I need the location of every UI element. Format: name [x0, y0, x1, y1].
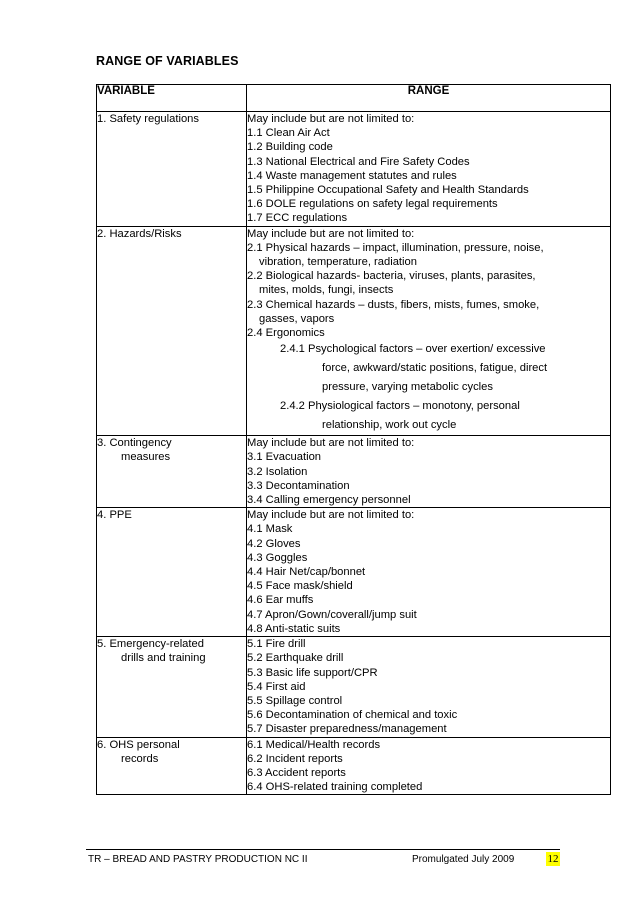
range-line: 4.2 Gloves [247, 537, 301, 550]
variable-label: 1. Safety regulations [97, 113, 199, 125]
range-line: 5.1 Fire drill [247, 638, 306, 651]
variable-label-cont: drills and training [121, 652, 206, 665]
table-row [97, 508, 611, 637]
range-line: May include but are not limited to: [247, 509, 415, 522]
range-line: 3.1 Evacuation [247, 451, 322, 464]
range-cell [247, 508, 611, 637]
table-row [97, 112, 611, 227]
table-header-row [97, 85, 611, 112]
range-line: mites, molds, fungi, insects [259, 284, 394, 297]
range-line: 1.1 Clean Air Act [247, 127, 330, 140]
range-line: 2.3 Chemical hazards – dusts, fibers, mists, fumes, smoke, [247, 298, 540, 311]
range-subline: pressure, varying metabolic cycles [322, 381, 493, 394]
range-line: 5.2 Earthquake drill [247, 652, 344, 665]
range-line: 2.2 Biological hazards- bacteria, viruses, plants, parasites, [247, 270, 536, 283]
range-line: 1.4 Waste management statutes and rules [247, 169, 457, 182]
footer-divider [86, 849, 560, 850]
range-line: 5.3 Basic life support/CPR [247, 666, 378, 679]
variable-label: 6. OHS personal [97, 738, 180, 751]
range-line: vibration, temperature, radiation [259, 256, 417, 269]
table-row [97, 436, 611, 508]
range-subline: relationship, work out cycle [322, 419, 457, 432]
range-line: 5.7 Disaster preparedness/management [247, 723, 447, 736]
range-subline: 2.4.1 Psychological factors – over exertion/ excessive [280, 343, 546, 356]
variable-cell [97, 637, 247, 737]
variable-label: 2. Hazards/Risks [97, 227, 182, 240]
range-line: 1.6 DOLE regulations on safety legal requirements [247, 198, 498, 211]
range-line: 3.3 Decontamination [247, 479, 350, 492]
range-line: May include but are not limited to: [247, 227, 415, 240]
range-line: 1.3 National Electrical and Fire Safety Codes [247, 155, 470, 168]
variable-label: 5. Emergency-related [97, 638, 204, 651]
variable-label: 4. PPE [97, 509, 132, 522]
variable-cell [97, 436, 247, 508]
range-line: 2.4 Ergonomics [247, 327, 325, 340]
range-line: 1.7 ECC regulations [247, 212, 348, 225]
range-cell [247, 112, 611, 227]
range-line: 4.6 Ear muffs [247, 594, 314, 607]
range-line: 4.1 Mask [247, 523, 293, 536]
range-column-header: RANGE [247, 85, 611, 112]
variable-cell [97, 508, 247, 637]
range-line: 5.5 Spillage control [247, 694, 343, 707]
variable-label-cont: records [121, 752, 159, 765]
range-line: 5.4 First aid [247, 680, 306, 693]
range-line: 5.6 Decontamination of chemical and toxic [247, 709, 458, 722]
range-line: May include but are not limited to: [247, 437, 415, 450]
table-row [97, 737, 611, 795]
range-line: 4.7 Apron/Gown/coverall/jump suit [247, 608, 417, 621]
variable-column-header: VARIABLE [97, 85, 247, 112]
range-subline: force, awkward/static positions, fatigue, direct [322, 362, 548, 375]
range-cell [247, 226, 611, 436]
range-line: 4.8 Anti-static suits [247, 622, 341, 635]
variable-cell [97, 226, 247, 436]
range-line: 6.2 Incident reports [247, 752, 343, 765]
variable-cell [97, 737, 247, 795]
variable-label-cont: measures [121, 451, 171, 464]
range-line: 1.5 Philippine Occupational Safety and Health Standards [247, 184, 529, 197]
page-number: 12 [547, 853, 559, 865]
variable-cell [97, 112, 247, 227]
range-cell [247, 737, 611, 795]
footer-document-title: TR – BREAD AND PASTRY PRODUCTION NC II [88, 854, 308, 865]
table-row [97, 226, 611, 436]
table-row [97, 637, 611, 737]
range-cell [247, 436, 611, 508]
range-subline: 2.4.2 Physiological factors – monotony, personal [280, 400, 520, 413]
range-line: 4.3 Goggles [247, 551, 308, 564]
range-line: 2.1 Physical hazards – impact, illumination, pressure, noise, [247, 241, 544, 254]
range-line: May include but are not limited to: [247, 113, 415, 125]
range-line: 4.4 Hair Net/cap/bonnet [247, 566, 366, 579]
range-line: 6.1 Medical/Health records [247, 738, 381, 751]
range-line: 6.3 Accident reports [247, 766, 346, 779]
range-line: 1.2 Building code [247, 141, 333, 154]
range-line: 6.4 OHS-related training completed [247, 781, 423, 794]
variable-label: 3. Contingency [97, 437, 172, 450]
range-line: 3.2 Isolation [247, 465, 308, 478]
range-line: gasses, vapors [259, 312, 335, 325]
range-of-variables-table [96, 84, 611, 795]
page-title: RANGE OF VARIABLES [96, 54, 239, 68]
range-line: 4.5 Face mask/shield [247, 580, 353, 593]
range-cell [247, 637, 611, 737]
footer-promulgation-date: Promulgated July 2009 [412, 854, 515, 865]
range-line: 3.4 Calling emergency personnel [247, 494, 411, 507]
